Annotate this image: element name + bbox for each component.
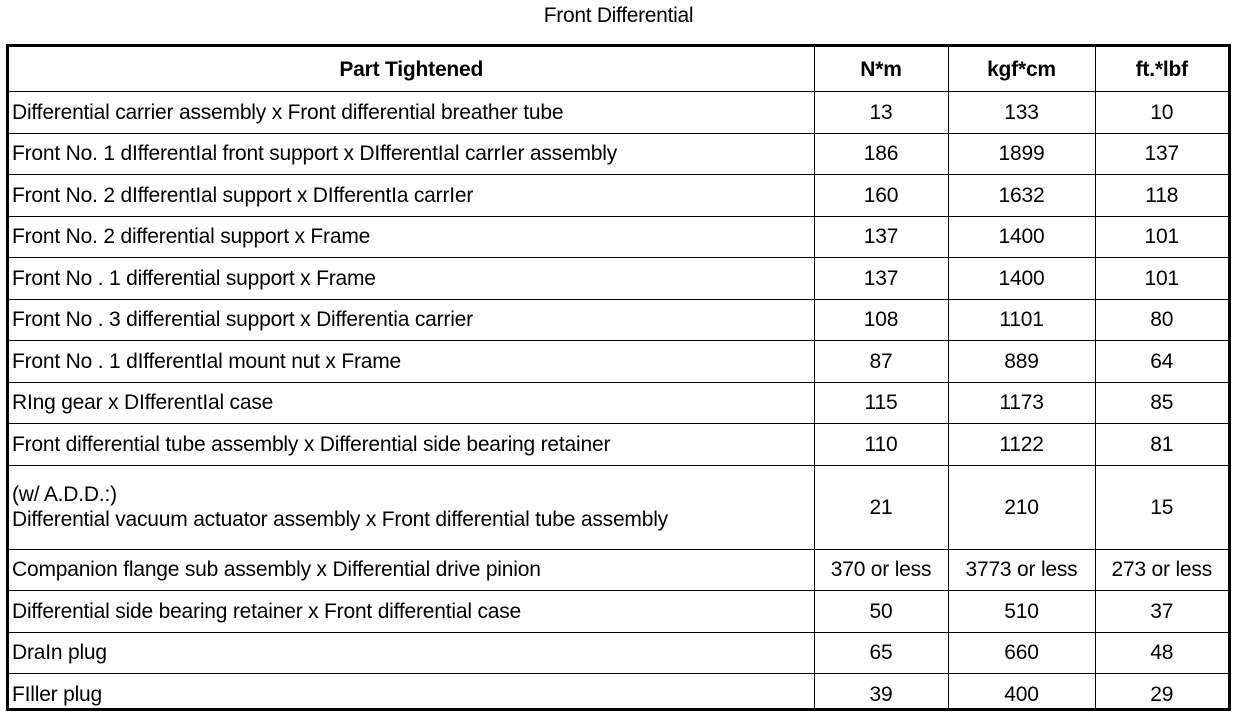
- kgfcm-value-cell: 1400: [948, 216, 1095, 258]
- kgfcm-value-cell: 1122: [948, 424, 1095, 466]
- kgfcm-value-cell: 133: [948, 92, 1095, 134]
- part-name: Differential vacuum actuator assembly x Front differential tube assembly: [12, 508, 668, 531]
- page-title: Front Differential: [543, 4, 694, 27]
- part-tightened-cell: [9, 216, 814, 258]
- table-row: [9, 424, 1228, 466]
- table-row: [9, 258, 1228, 300]
- kgfcm-value-cell: 1899: [948, 133, 1095, 175]
- kgfcm-value-cell: 1101: [948, 299, 1095, 341]
- kgfcm-value-cell: 1400: [948, 258, 1095, 300]
- torque-table-frame: [6, 44, 1231, 711]
- table-row: [9, 465, 1228, 549]
- kgfcm-value-cell: 1173: [948, 382, 1095, 424]
- nm-value-cell: 160: [814, 175, 948, 217]
- nm-value-cell: 21: [814, 465, 948, 549]
- header-row: [9, 47, 1228, 92]
- part-name: Front No . 1 dIfferentIal mount nut x Frame: [12, 349, 402, 373]
- part-name: RIng gear x DIfferentIal case: [12, 391, 274, 415]
- part-tightened-cell: [9, 133, 814, 175]
- part-name: Front No. 1 dIfferentIal front support x DIfferentIal carrIer assembly: [12, 142, 617, 166]
- ftlbf-value-cell: 81: [1095, 424, 1228, 466]
- table-row: [9, 341, 1228, 383]
- part-tightened-cell: [9, 465, 814, 549]
- header-part-tightened: Part Tightened: [9, 47, 814, 92]
- part-name: Differential side bearing retainer x Front differential case: [12, 599, 522, 623]
- part-tightened-cell: [9, 341, 814, 383]
- ftlbf-value-cell: 137: [1095, 133, 1228, 175]
- table-row: [9, 133, 1228, 175]
- ftlbf-value-cell: 15: [1095, 465, 1228, 549]
- kgfcm-value-cell: 1632: [948, 175, 1095, 217]
- ftlbf-value-cell: 85: [1095, 382, 1228, 424]
- ftlbf-value-cell: 10: [1095, 92, 1228, 134]
- table-row: [9, 216, 1228, 258]
- ftlbf-value-cell: 80: [1095, 299, 1228, 341]
- part-name: DraIn plug: [12, 641, 107, 665]
- kgfcm-value-cell: 510: [948, 591, 1095, 633]
- part-name: Front No. 2 dIfferentIal support x DIfferentIa carrIer: [12, 183, 474, 207]
- nm-value-cell: 108: [814, 299, 948, 341]
- part-name: Front differential tube assembly x Differential side bearing retainer: [12, 432, 611, 456]
- table-row: [9, 175, 1228, 217]
- nm-value-cell: 137: [814, 216, 948, 258]
- part-tightened-cell: [9, 175, 814, 217]
- table-row: [9, 92, 1228, 134]
- part-tightened-cell: [9, 92, 814, 134]
- ftlbf-value-cell: 101: [1095, 216, 1228, 258]
- kgfcm-value-cell: 889: [948, 341, 1095, 383]
- part-name: Companion flange sub assembly x Differential drive pinion: [12, 558, 541, 582]
- nm-value-cell: 13: [814, 92, 948, 134]
- table-row: [9, 591, 1228, 633]
- header-kgfcm: kgf*cm: [948, 47, 1095, 92]
- nm-value-cell: 39: [814, 674, 948, 712]
- part-tightened-cell: [9, 299, 814, 341]
- part-name: Front No. 2 differential support x Frame: [12, 225, 371, 249]
- part-name: Front No . 3 differential support x Differentia carrier: [12, 308, 473, 332]
- table-body: [9, 92, 1228, 712]
- part-name: FIller plug: [12, 683, 103, 706]
- nm-value-cell: 115: [814, 382, 948, 424]
- header-nm: N*m: [814, 47, 948, 92]
- part-tightened-cell: [9, 424, 814, 466]
- kgfcm-value-cell: 210: [948, 465, 1095, 549]
- part-tightened-cell: [9, 632, 814, 674]
- part-tightened-cell: [9, 549, 814, 591]
- table-row: [9, 674, 1228, 712]
- table-row: [9, 632, 1228, 674]
- part-name: Differential carrier assembly x Front differential breather tube: [12, 100, 564, 124]
- ftlbf-value-cell: 101: [1095, 258, 1228, 300]
- ftlbf-value-cell: 273 or less: [1095, 549, 1228, 591]
- nm-value-cell: 87: [814, 341, 948, 383]
- ftlbf-value-cell: 37: [1095, 591, 1228, 633]
- ftlbf-value-cell: 64: [1095, 341, 1228, 383]
- nm-value-cell: 137: [814, 258, 948, 300]
- ftlbf-value-cell: 48: [1095, 632, 1228, 674]
- kgfcm-value-cell: 660: [948, 632, 1095, 674]
- part-tightened-cell: [9, 591, 814, 633]
- nm-value-cell: 65: [814, 632, 948, 674]
- ftlbf-value-cell: 29: [1095, 674, 1228, 712]
- nm-value-cell: 370 or less: [814, 549, 948, 591]
- part-tightened-cell: [9, 674, 814, 712]
- nm-value-cell: 50: [814, 591, 948, 633]
- nm-value-cell: 186: [814, 133, 948, 175]
- kgfcm-value-cell: 3773 or less: [948, 549, 1095, 591]
- part-condition-note: (w/ A.D.D.:): [12, 483, 117, 506]
- torque-table: [9, 47, 1228, 711]
- kgfcm-value-cell: 400: [948, 674, 1095, 712]
- nm-value-cell: 110: [814, 424, 948, 466]
- header-ftlbf: ft.*lbf: [1095, 47, 1228, 92]
- table-row: [9, 549, 1228, 591]
- part-name: Front No . 1 differential support x Frame: [12, 266, 376, 290]
- ftlbf-value-cell: 118: [1095, 175, 1228, 217]
- table-row: [9, 382, 1228, 424]
- part-tightened-cell: [9, 382, 814, 424]
- table-row: [9, 299, 1228, 341]
- part-tightened-cell: [9, 258, 814, 300]
